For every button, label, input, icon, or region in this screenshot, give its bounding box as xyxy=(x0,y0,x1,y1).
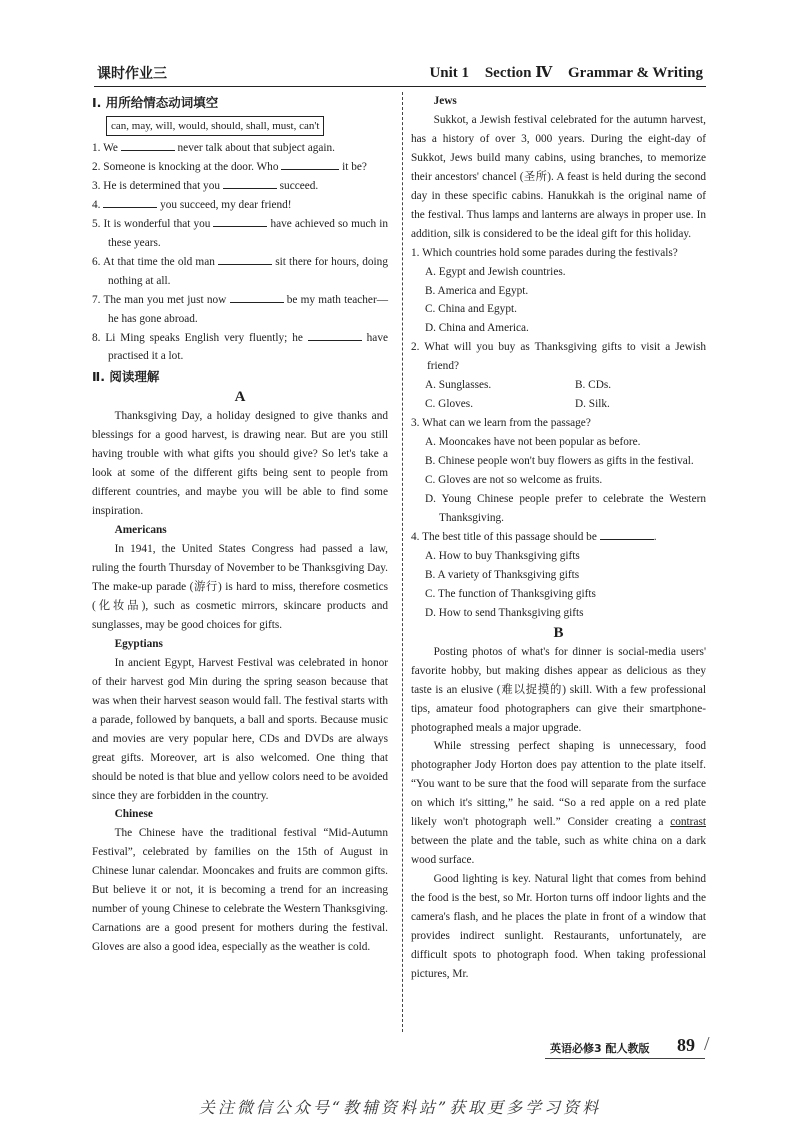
header-section: Section Ⅳ xyxy=(484,65,553,81)
answer-blank[interactable] xyxy=(223,178,277,189)
q4-option-a[interactable]: A. How to buy Thanksgiving gifts xyxy=(425,549,580,562)
answer-blank[interactable] xyxy=(213,216,267,227)
header-unit-info xyxy=(417,63,703,82)
passage-b-paragraph-2: While stressing perfect shaping is unnecessary, food photographer Jody Horton does pay attention to the plate itself. “You want to be sure that the food will separate from the surface on which it's sitting,” he said. “So a red apple on a red plate likely won't photograph well.” Consider creating a contrast between the plate and the table, such as white china on a dark wood surface. xyxy=(411,740,706,867)
exercise-item-5: 5. It is wonderful that you have achieved so much in these years. xyxy=(92,217,388,249)
question-2: 2. What will you buy as Thanksgiving gifts to visit a Jewish friend? xyxy=(411,341,706,373)
underlined-word: contrast xyxy=(670,816,706,829)
egyptians-paragraph: In ancient Egypt, Harvest Festival was celebrated in honor of their harvest god Min during the spring season because that was when their harvest season would fall. The festival starts with a parade, followed by banquets, a ball and sports. Because music and movies are very popular here, CDs and DVDs are always great gifts. Moreover, art is also welcomed. One thing that should be noted is that blue and yellow colors need to be avoided since they are forbidden in the country. xyxy=(92,656,388,802)
q1-option-a[interactable]: A. Egypt and Jewish countries. xyxy=(425,265,566,278)
exercise-item-8: 8. Li Ming speaks English very fluently; he have practised it a lot. xyxy=(92,331,388,363)
answer-blank[interactable] xyxy=(230,292,284,303)
column-divider xyxy=(402,92,403,1032)
passage-b-label: B xyxy=(553,624,564,641)
header-topic: Grammar & Writing xyxy=(568,65,703,81)
exercise-item-6: 6. At that time the old man sit there for hours, doing nothing at all. xyxy=(92,255,388,287)
part2-title: Ⅱ. 阅读理解 xyxy=(92,369,160,385)
q4-option-d[interactable]: D. How to send Thanksgiving gifts xyxy=(425,606,584,619)
question-3: 3. What can we learn from the passage? xyxy=(411,417,591,430)
answer-blank[interactable] xyxy=(121,140,175,151)
jews-heading: Jews xyxy=(433,95,457,107)
q3-option-b[interactable]: B. Chinese people won't buy flowers as gifts in the festival. xyxy=(425,455,694,468)
passage-b-paragraph-3: Good lighting is key. Natural light that comes from behind the food is the best, so Mr. Horton turns off indoor lights and the camera's flash, and he places the plate in front of a window that provides indirect sunlight. Restaurants, unfortunately, are difficult spots to photograph food. When taking professional pictures, Mr. xyxy=(411,873,706,980)
americans-paragraph: In 1941, the United States Congress had passed a law, ruling the fourth Thursday of November to be Thanksgiving Day. The make-up parade (游行) is hard to miss, therefore cosmetics (化妆品), such as cosmetic mirrors, skincare products and sunglasses, may be good choices for gifts. xyxy=(92,543,388,631)
watermark-text: 关注微信公众号“教辅资料站”获取更多学习资料 xyxy=(198,1098,602,1117)
q4-option-c[interactable]: C. The function of Thanksgiving gifts xyxy=(425,587,596,600)
footer-rule xyxy=(545,1058,705,1059)
page-number: 89 xyxy=(677,1035,695,1055)
q2-options xyxy=(411,376,706,414)
passage-b-paragraph-1: Posting photos of what's for dinner is social-media users' favorite hobby, but making dishes appear as delicious as they taste is an elusive (难以捉摸的) skill. With a few professional tips, amateur food photographers can give their smartphone-photographed meals a major upgrade. xyxy=(411,645,706,734)
part1-title: Ⅰ. 用所给情态动词填空 xyxy=(92,95,219,110)
answer-blank[interactable] xyxy=(218,254,272,265)
answer-blank[interactable] xyxy=(308,330,362,341)
egyptians-heading: Egyptians xyxy=(114,637,163,650)
page-slash-decoration: / xyxy=(704,1033,710,1055)
exercise-item-1: 1. We never talk about that subject again. xyxy=(92,142,335,154)
q1-option-c[interactable]: C. China and Egypt. xyxy=(425,303,517,316)
chinese-heading: Chinese xyxy=(114,808,153,821)
q1-option-b[interactable]: B. America and Egypt. xyxy=(425,284,529,297)
passage-a-label: A xyxy=(234,389,246,406)
passage-a-intro: Thanksgiving Day, a holiday designed to give thanks and blessings for a good harvest, is drawing near. But are you still having trouble with what gifts you should give? So let's take a look at some of the different gifts being sent to people from different countries, and maybe you will be able to find some inspiration. xyxy=(92,410,388,518)
exercise-item-3: 3. He is determined that you succeed. xyxy=(92,179,319,192)
right-column xyxy=(411,92,706,984)
header-lesson-title: 课时作业三 xyxy=(97,66,167,82)
q3-option-c[interactable]: C. Gloves are not so welcome as fruits. xyxy=(425,474,603,487)
q2-option-c[interactable]: C. Gloves. xyxy=(425,398,474,411)
q2-option-d[interactable]: D. Silk. xyxy=(575,398,610,411)
header-rule xyxy=(94,86,706,87)
q4-option-b[interactable]: B. A variety of Thanksgiving gifts xyxy=(425,568,580,581)
header-unit: Unit 1 xyxy=(429,65,470,81)
question-4: 4. The best title of this passage should be . xyxy=(411,530,657,543)
jews-paragraph: Sukkot, a Jewish festival celebrated for the autumn harvest, has a history of over 3, 000 years. During the eight-day of Sukkot, Jews build many cabins, using branches, to memorize their ancestors' chancel (圣所). A feast is held during the second day in these specific cabins. Hanukkah is the original name of the festival. Thus lamps and lanterns are always in proper use. In addition, silk is considered to be the ideal gift for this holiday. xyxy=(411,113,706,240)
americans-heading: Americans xyxy=(114,524,167,537)
chinese-paragraph: The Chinese have the traditional festival “Mid-Autumn Festival”, celebrated by families on the 15th of August in Chinese lunar calendar. Mooncakes and fruits are common gifts. But believe it or not, it is becoming a trend for an increasing number of young Chinese to celebrate the Western Thanksgiving. Carnations are a good present for mothers during the festival. Gloves are also a good idea, especially as the weather is cold. xyxy=(92,827,388,954)
q3-option-d[interactable]: D. Young Chinese people prefer to celebrate the Western Thanksgiving. xyxy=(425,493,706,524)
exercise-item-7: 7. The man you met just now be my math teacher—he has gone abroad. xyxy=(92,293,388,325)
q1-option-d[interactable]: D. China and America. xyxy=(425,322,529,335)
question-1: 1. Which countries hold some parades during the festivals? xyxy=(411,246,678,259)
q2-option-a[interactable]: A. Sunglasses. xyxy=(425,379,492,392)
exercise-item-4: 4. you succeed, my dear friend! xyxy=(92,198,292,211)
answer-blank[interactable] xyxy=(281,159,339,170)
exercise-item-2: 2. Someone is knocking at the door. Who it be? xyxy=(92,160,367,173)
answer-blank[interactable] xyxy=(600,529,654,540)
footer-book-label: 英语必修3 配人教版 xyxy=(550,1042,650,1055)
q2-option-b[interactable]: B. CDs. xyxy=(575,379,612,392)
answer-blank[interactable] xyxy=(103,197,157,208)
left-column xyxy=(92,92,388,957)
q3-option-a[interactable]: A. Mooncakes have not been popular as before. xyxy=(425,436,641,449)
word-box: can, may, will, would, should, shall, must, can't xyxy=(106,116,324,136)
